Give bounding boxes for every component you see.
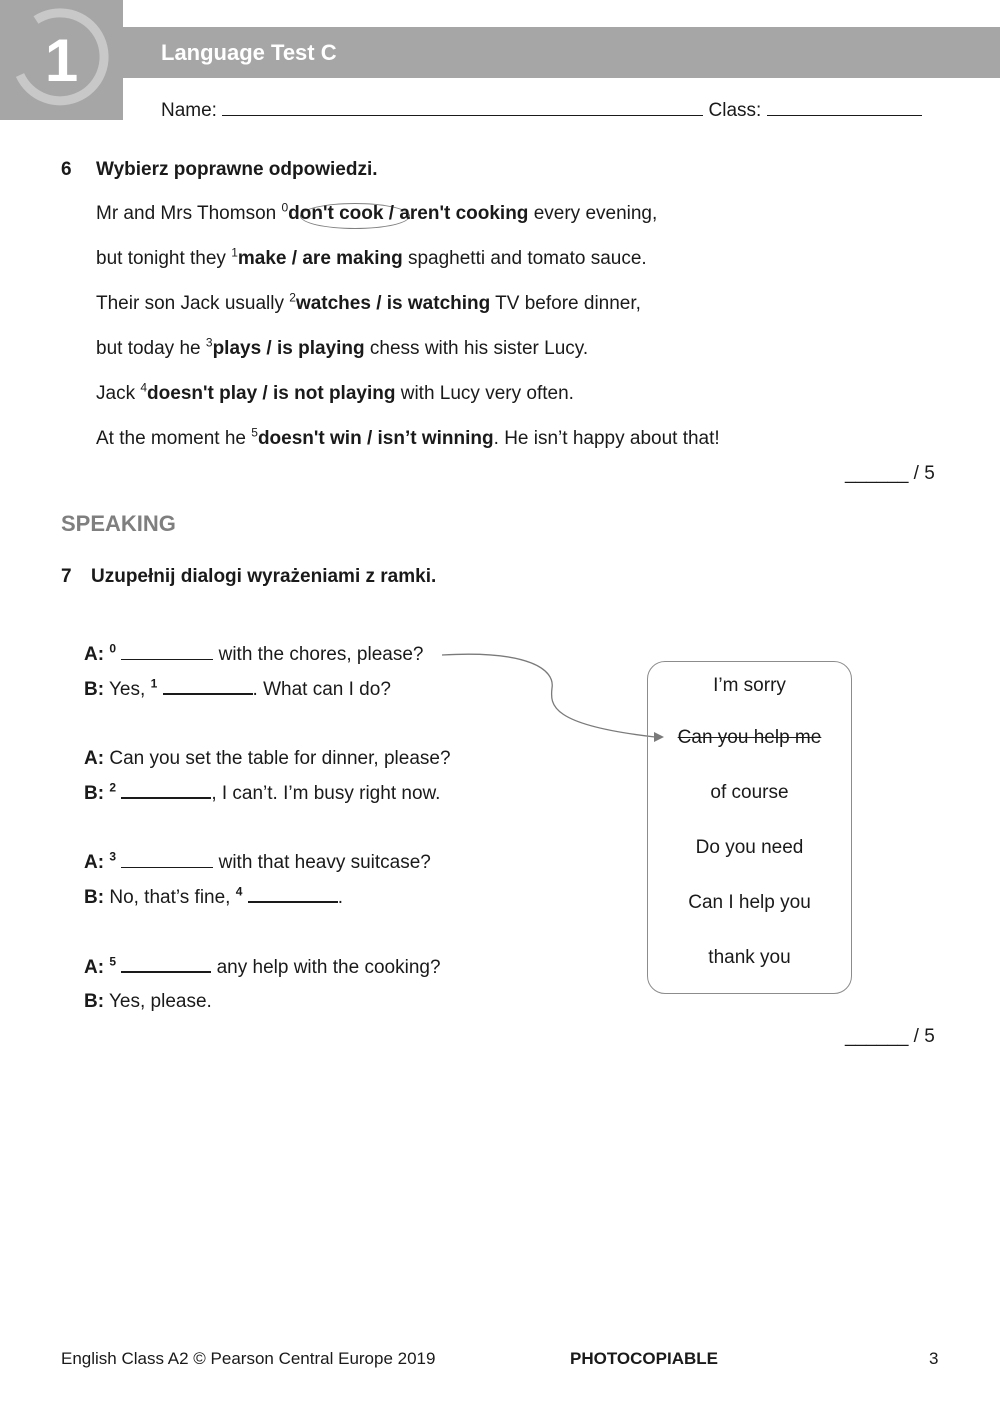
line-text: spaghetti and tomato sauce. <box>402 248 647 269</box>
dialog-text: No, that’s fine, <box>104 887 236 908</box>
speaker-label: B: <box>84 887 105 908</box>
dialog-text: Can you set the table for dinner, please? <box>104 748 451 769</box>
option-separator: / <box>361 428 378 449</box>
speaker-label: A: <box>84 748 105 769</box>
footer-copyright: English Class A2 © Pearson Central Europe 2019 <box>61 1349 436 1368</box>
option-b[interactable]: are making <box>302 248 403 269</box>
dialog-line <box>84 780 441 805</box>
footer-photocopiable: PHOTOCOPIABLE <box>570 1349 718 1368</box>
item-number: 5 <box>109 954 117 969</box>
box-item-used: Can you help me <box>677 727 822 748</box>
task6-line <box>96 380 574 405</box>
option-separator: / <box>383 203 400 224</box>
option-separator: / <box>257 383 273 404</box>
answer-blank[interactable] <box>121 853 213 868</box>
dialog-text: with the chores, please? <box>213 644 424 665</box>
option-b[interactable]: aren't cooking <box>399 203 529 224</box>
option-separator: / <box>370 293 387 314</box>
task6-score: ______ / 5 <box>845 463 935 484</box>
name-label: Name: <box>161 100 217 121</box>
title-bar <box>123 27 1000 78</box>
line-text: TV before dinner, <box>490 293 641 314</box>
answer-blank[interactable] <box>121 783 211 799</box>
line-text: but tonight they <box>96 248 232 269</box>
item-number: 4 <box>235 884 243 899</box>
line-text: with Lucy very often. <box>395 383 574 404</box>
expressions-box <box>647 661 852 994</box>
task6-instruction: Wybierz poprawne odpowiedzi. <box>96 159 378 180</box>
option-b[interactable]: isn’t winning <box>377 428 494 449</box>
class-label: Class: <box>708 100 762 121</box>
speaker-label: B: <box>84 679 105 700</box>
task6-line <box>96 200 658 225</box>
task6-line <box>96 335 589 360</box>
task7-score: ______ / 5 <box>845 1026 935 1047</box>
line-text: Mr and Mrs Thomson <box>96 203 282 224</box>
box-item: Can I help you <box>688 892 811 913</box>
dialog-text: Yes, <box>104 679 151 700</box>
item-number: 1 <box>231 245 238 260</box>
item-number: 4 <box>140 380 148 395</box>
task6-heading <box>61 159 378 181</box>
dialog-text: , I can’t. I’m busy right now. <box>211 783 441 804</box>
line-text: Their son Jack usually <box>96 293 290 314</box>
item-number: 0 <box>281 200 289 215</box>
line-text: . He isn’t happy about that! <box>493 428 720 449</box>
option-a[interactable]: don't cook <box>288 203 384 224</box>
page-title: Language Test C <box>161 40 337 65</box>
option-separator: / <box>261 338 277 359</box>
box-item: of course <box>710 782 789 803</box>
item-number: 3 <box>109 849 117 864</box>
speaker-label: A: <box>84 644 105 665</box>
line-text: At the moment he <box>96 428 252 449</box>
dialog-line <box>84 748 451 770</box>
option-b[interactable]: is playing <box>277 338 365 359</box>
answer-blank[interactable] <box>248 887 338 903</box>
option-separator: / <box>286 248 303 269</box>
dialog-text: Yes, please. <box>104 991 212 1012</box>
item-number: 5 <box>251 425 258 440</box>
speaker-label: B: <box>84 783 105 804</box>
item-number: 3 <box>205 335 213 350</box>
dialog-line <box>84 884 343 909</box>
line-text: Jack <box>96 383 141 404</box>
section-title-speaking: SPEAKING <box>61 511 176 536</box>
task7-instruction: Uzupełnij dialogi wyrażeniami z ramki. <box>91 566 437 587</box>
option-a[interactable]: plays <box>212 338 262 359</box>
example-arrow-icon <box>430 640 680 760</box>
task7-number: 7 <box>61 566 72 587</box>
option-b[interactable]: is watching <box>386 293 491 314</box>
option-a[interactable]: doesn't win <box>257 428 362 449</box>
answer-blank[interactable] <box>121 957 211 973</box>
unit-number: 1 <box>44 26 79 94</box>
name-class-row <box>161 100 922 122</box>
option-a[interactable]: watches <box>295 293 371 314</box>
name-field[interactable] <box>222 114 703 116</box>
dialog-line <box>84 676 391 701</box>
task6-number: 6 <box>61 159 72 180</box>
line-text: every evening, <box>528 203 658 224</box>
answer-blank[interactable] <box>163 679 253 695</box>
class-field[interactable] <box>767 114 922 116</box>
answer-blank[interactable] <box>121 645 213 660</box>
dialog-line <box>84 991 212 1013</box>
task6-line <box>96 425 720 450</box>
speaker-label: A: <box>84 852 105 873</box>
dialog-line <box>84 954 441 979</box>
option-b[interactable]: is not playing <box>273 383 396 404</box>
task6-line <box>96 290 641 315</box>
dialog-text: . <box>337 887 343 908</box>
box-item: I’m sorry <box>713 675 786 696</box>
item-number: 2 <box>289 290 296 305</box>
dialog-line <box>84 641 424 666</box>
speaker-label: B: <box>84 991 105 1012</box>
task6-line <box>96 245 647 270</box>
footer-page-number: 3 <box>929 1349 939 1368</box>
item-number: 2 <box>109 780 117 795</box>
option-a[interactable]: make <box>237 248 287 269</box>
item-number: 0 <box>109 641 117 656</box>
dialog-text: . What can I do? <box>252 679 391 700</box>
dialog-line <box>84 849 431 874</box>
box-item: thank you <box>708 947 791 968</box>
line-text: but today he <box>96 338 206 359</box>
item-number: 1 <box>150 676 158 691</box>
option-a[interactable]: doesn't play <box>147 383 258 404</box>
box-item: Do you need <box>695 837 804 858</box>
speaker-label: A: <box>84 957 105 978</box>
task7-heading <box>61 566 436 588</box>
dialog-text: with that heavy suitcase? <box>213 852 431 873</box>
line-text: chess with his sister Lucy. <box>364 338 589 359</box>
dialog-text: any help with the cooking? <box>211 957 441 978</box>
unit-badge <box>0 0 123 120</box>
